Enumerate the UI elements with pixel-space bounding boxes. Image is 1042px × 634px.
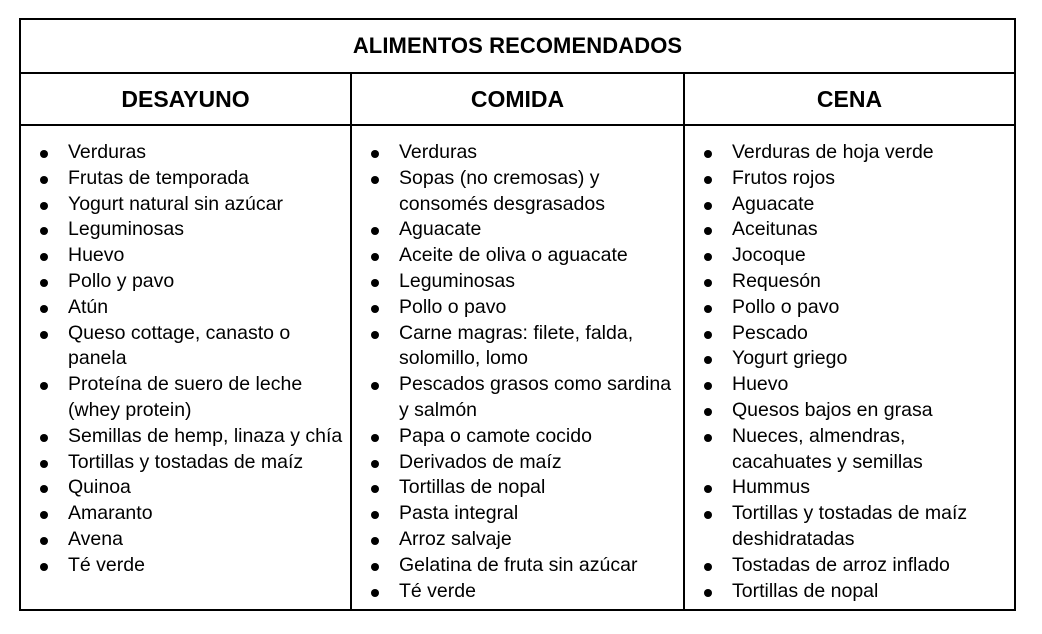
list-item-text: Atún (68, 295, 109, 318)
bullet-icon (371, 279, 379, 287)
column-comida (352, 74, 685, 611)
list-item (685, 579, 1008, 605)
list-item-text: Aceitunas (732, 218, 818, 241)
list-item-text: Avena (68, 527, 123, 550)
list-item (352, 553, 677, 579)
list-item-text: Quesos bajos en grasa (732, 398, 933, 421)
list-item (352, 450, 677, 476)
bullet-icon (40, 305, 48, 313)
list-item-text: Hummus (732, 476, 811, 499)
list-item-text: Quinoa (68, 476, 131, 499)
list-item (685, 166, 1008, 192)
bullet-icon (704, 511, 712, 519)
list-item (352, 501, 677, 527)
list-item (21, 372, 344, 424)
bullet-icon (704, 563, 712, 571)
bullet-icon (40, 331, 48, 339)
bullet-icon (704, 356, 712, 364)
list-item-text: Frutas de temporada (68, 166, 250, 189)
list-item-text: Pasta integral (399, 502, 519, 525)
list-item-text: Tortillas y tostadas de maíz deshidratadas (732, 502, 968, 550)
column-header-cena: CENA (685, 74, 1014, 126)
list-item-text: Leguminosas (68, 218, 184, 241)
list-item-text: Pescados grasos como sardina y salmón (399, 373, 672, 421)
list-item-text: Pollo y pavo (68, 269, 175, 292)
table-title-row (21, 20, 1014, 74)
list-item (352, 424, 677, 450)
list-item (352, 269, 677, 295)
list-item (685, 424, 1008, 476)
list-item (21, 501, 344, 527)
bullet-icon (40, 150, 48, 158)
list-item-text: Tortillas de nopal (732, 579, 879, 602)
list-item (21, 166, 344, 192)
bullet-icon (40, 563, 48, 571)
list-item-text: Huevo (732, 373, 789, 396)
list-item (21, 424, 344, 450)
bullet-icon (704, 305, 712, 313)
list-cena (685, 126, 1014, 604)
list-item-text: Té verde (399, 579, 476, 602)
bullet-icon (371, 485, 379, 493)
list-item (21, 553, 344, 579)
bullet-icon (371, 460, 379, 468)
list-item-text: Tortillas de nopal (399, 476, 546, 499)
list-item-text: Yogurt natural sin azúcar (68, 192, 283, 215)
bullet-icon (40, 202, 48, 210)
list-item-text: Semillas de hemp, linaza y chía (68, 424, 343, 447)
list-item (21, 450, 344, 476)
list-item-text: Leguminosas (399, 269, 515, 292)
bullet-icon (40, 382, 48, 390)
list-item-text: Carne magras: filete, falda, solomillo, lomo (399, 321, 634, 370)
list-item (352, 217, 677, 243)
bullet-icon (371, 150, 379, 158)
list-item-text: Aceite de oliva o aguacate (399, 244, 628, 267)
bullet-icon (40, 511, 48, 519)
list-item-text: Pollo o pavo (399, 295, 507, 318)
list-item-text: Gelatina de fruta sin azúcar (399, 553, 638, 576)
list-item (685, 192, 1008, 218)
bullet-icon (704, 227, 712, 235)
bullet-icon (704, 253, 712, 261)
list-item (352, 140, 677, 166)
list-item-text: Pescado (732, 321, 808, 344)
list-item (685, 553, 1008, 579)
bullet-icon (40, 176, 48, 184)
column-cena (685, 74, 1014, 611)
list-comida (352, 126, 683, 604)
list-item (21, 243, 344, 269)
list-desayuno (21, 126, 350, 579)
bullet-icon (371, 176, 379, 184)
bullet-icon (704, 202, 712, 210)
table-title: ALIMENTOS RECOMENDADOS (352, 33, 683, 58)
bullet-icon (40, 253, 48, 261)
list-item (352, 295, 677, 321)
bullet-icon (371, 434, 379, 442)
bullet-icon (704, 331, 712, 339)
column-header-desayuno: DESAYUNO (21, 74, 350, 126)
list-item (21, 527, 344, 553)
column-header-comida: COMIDA (352, 74, 683, 126)
list-item-text: Té verde (68, 553, 145, 576)
list-item-text: Jocoque (732, 244, 806, 267)
bullet-icon (371, 511, 379, 519)
list-item-text: Papa o camote cocido (399, 424, 592, 447)
bullet-icon (704, 408, 712, 416)
bullet-icon (371, 305, 379, 313)
list-item-text: Sopas (no cremosas) y consomés desgrasados (399, 166, 605, 215)
list-item (21, 217, 344, 243)
list-item (685, 501, 1008, 553)
list-item (352, 579, 677, 605)
list-item-text: Queso cottage, canasto o panela (68, 321, 291, 370)
bullet-icon (704, 382, 712, 390)
list-item (685, 140, 1008, 166)
bullet-icon (704, 279, 712, 287)
list-item (685, 269, 1008, 295)
list-item-text: Requesón (732, 269, 821, 292)
list-item (685, 295, 1008, 321)
list-item-text: Yogurt griego (732, 347, 848, 370)
list-item (21, 269, 344, 295)
list-item-text: Arroz salvaje (399, 527, 512, 550)
list-item-text: Proteína de suero de leche (whey protein) (68, 373, 303, 421)
bullet-icon (371, 382, 379, 390)
list-item (352, 243, 677, 269)
list-item-text: Verduras (68, 141, 147, 163)
list-item-text: Aguacate (399, 218, 482, 241)
list-item (685, 346, 1008, 372)
list-item-text: Pollo o pavo (732, 295, 840, 318)
bullet-icon (371, 537, 379, 545)
bullet-icon (704, 434, 712, 442)
bullet-icon (371, 253, 379, 261)
list-item (21, 140, 344, 166)
list-item-text: Nueces, almendras, cacahuates y semillas (732, 424, 923, 473)
list-item (21, 321, 344, 373)
bullet-icon (40, 434, 48, 442)
bullet-icon (40, 460, 48, 468)
list-item (21, 475, 344, 501)
list-item (685, 398, 1008, 424)
list-item-text: Verduras (399, 141, 478, 163)
list-item (685, 243, 1008, 269)
column-desayuno (21, 74, 352, 611)
bullet-icon (371, 563, 379, 571)
bullet-icon (371, 589, 379, 597)
list-item (685, 372, 1008, 398)
list-item (352, 475, 677, 501)
list-item (685, 321, 1008, 347)
bullet-icon (40, 485, 48, 493)
list-item-text: Tortillas y tostadas de maíz (68, 450, 304, 473)
list-item (352, 166, 677, 218)
list-item-text: Derivados de maíz (399, 450, 562, 473)
bullet-icon (704, 485, 712, 493)
bullet-icon (704, 150, 712, 158)
bullet-icon (40, 227, 48, 235)
bullet-icon (704, 176, 712, 184)
list-item-text: Tostadas de arroz inflado (732, 553, 950, 576)
bullet-icon (40, 279, 48, 287)
list-item (352, 527, 677, 553)
bullet-icon (371, 331, 379, 339)
list-item-text: Amaranto (68, 502, 153, 525)
bullet-icon (40, 537, 48, 545)
list-item-text: Aguacate (732, 192, 815, 215)
list-item (21, 295, 344, 321)
list-item (685, 475, 1008, 501)
foods-table (19, 18, 1016, 611)
list-item (352, 372, 677, 424)
list-item-text: Verduras de hoja verde (732, 141, 934, 163)
bullet-icon (704, 589, 712, 597)
list-item-text: Huevo (68, 244, 125, 267)
list-item (21, 192, 344, 218)
list-item-text: Frutos rojos (732, 166, 835, 189)
list-item (352, 321, 677, 373)
bullet-icon (371, 227, 379, 235)
list-item (685, 217, 1008, 243)
